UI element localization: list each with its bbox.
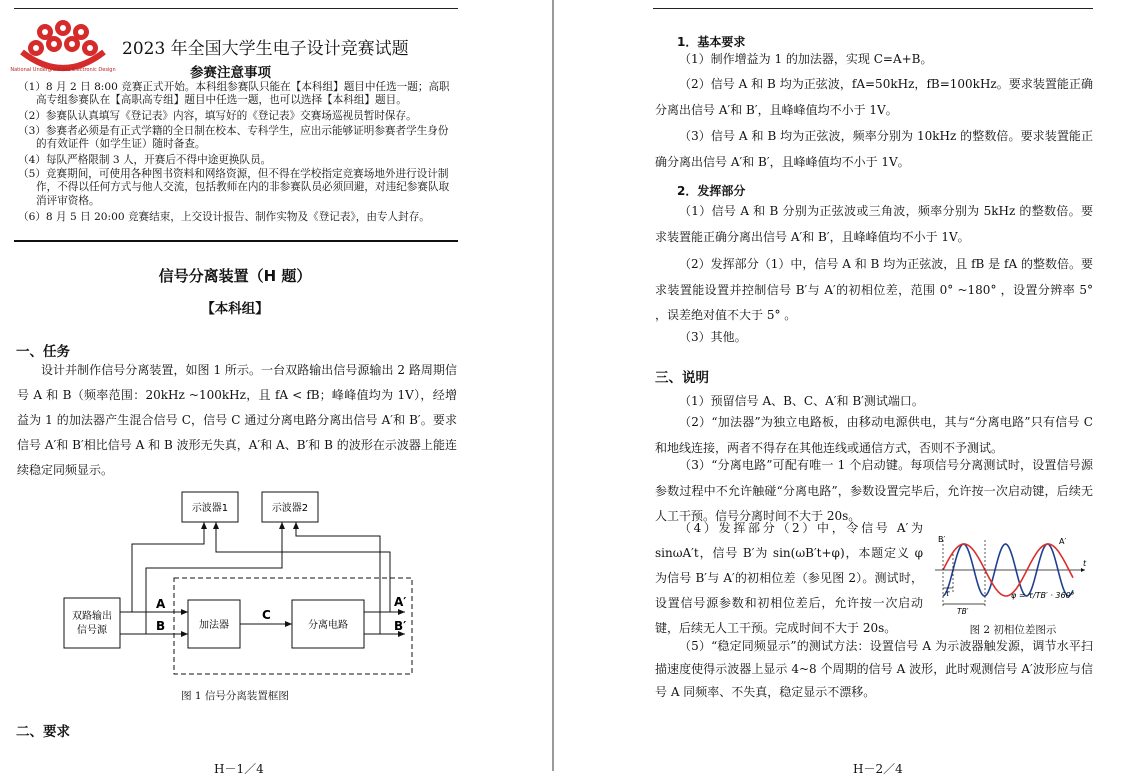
notice-item-6: （6）8 月 5 日 20:00 竞赛结束，上交设计报告、制作实物及《登记表》，由专人封存。 <box>18 211 430 223</box>
fig2-axis-t: t <box>1083 559 1087 568</box>
advanced-item-2: （2）发挥部分（1）中，信号 A 和 B 均为正弦波，且 fB 是 fA 的整数倍。要求装置能设置并控制信号 B′与 A′的初相位差，范围 0° ~180° ，设置分辨率 5° ，误差绝对值不大于 5° 。 <box>655 257 1093 322</box>
osc2-label: 示波器2 <box>271 503 309 514</box>
fig2-tau: τ <box>945 589 950 598</box>
right-top-rule <box>653 8 1093 9</box>
page-divider <box>552 0 554 771</box>
top-rule <box>14 8 458 9</box>
signal-a-out-label: A′ <box>394 595 407 609</box>
fig2-period: TB′ <box>957 607 969 616</box>
notice-item-3: （3）参赛者必须是有正式学籍的全日制在校本、专科学生，应出示能够证明参赛者学生身份的有效证件（如学生证）随时备查。 <box>18 125 449 151</box>
note-item-2: （2）“加法器”为独立电路板，由移动电源供电，其与“分离电路”只有信号 C 和地线连接，两者不得存在其他连线或通信方式，否则不予测试。 <box>655 415 1093 455</box>
note-item-4: （4）发挥部分（2）中，令信号 A′为 sinωA′t，信号 B′为 sin(ωB′t+φ)，本题定义 φ 为信号 B′与 A′的初相位差（参见图 2）。测试时，设置信号源参数和初相位差后，允许按一次启动键，后续无人工干预。完成时间不大于 20s。 <box>655 521 923 635</box>
notice-item-5: （5）竞赛期间，可使用各种图书资料和网络资源，但不得在学校指定竞赛场地外进行设计制作，不得以任何方式与他人交流，包括教师在内的非参赛队员必须回避，对违纪参赛队取消评审资格。 <box>18 168 450 207</box>
signal-b-out-label: B′ <box>394 619 407 633</box>
separator-label: 分离电路 <box>308 620 348 631</box>
advanced-heading: 2．发挥部分 <box>677 184 746 198</box>
notice-bottom-rule <box>14 240 458 242</box>
signal-b-label: B <box>156 619 166 633</box>
note-item-3: （3）“分离电路”可配有唯一 1 个启动键。每项信号分离测试时，设置信号源参数过程中不允许触碰“分离电路”，参数设置完毕后，允许按一次启动键，后续无人工干预。信号分离时间不大于 20s。 <box>655 458 1093 523</box>
advanced-item-3: （3）其他。 <box>679 330 747 344</box>
fig2-label-b: B′ <box>938 535 946 544</box>
fig2-label-a: A′ <box>1059 537 1067 546</box>
figure2-caption: 图 2 初相位差图示 <box>969 624 1057 636</box>
notice-item-2: （2）参赛队认真填写《登记表》内容，填写好的《登记表》交赛场巡视员暂时保存。 <box>18 110 417 122</box>
section-notes-heading: 三、说明 <box>655 370 709 386</box>
basic-req-item-3: （3）信号 A 和 B 均为正弦波，频率分别为 10kHz 的整数倍。要求装置能正确分离出信号 A′和 B′，且峰峰值均不小于 1V。 <box>655 129 1093 169</box>
signal-source-box <box>64 598 120 648</box>
source-label-line2: 信号源 <box>77 625 107 636</box>
basic-req-item-1: （1）制作增益为 1 的加法器，实现 C=A+B。 <box>679 52 933 66</box>
phase-diagram <box>933 530 1093 620</box>
contest-logo <box>10 18 116 74</box>
signal-c-label: C <box>262 608 271 622</box>
source-label-line1: 双路输出 <box>72 611 112 622</box>
osc1-label: 示波器1 <box>191 503 229 514</box>
basic-req-item-2: （2）信号 A 和 B 均为正弦波，fA=50kHz，fB=100kHz。要求装置能正确分离出信号 A′和 B′，且峰峰值均不小于 1V。 <box>655 77 1093 117</box>
block-diagram <box>60 488 420 688</box>
section-requirements-heading: 二、要求 <box>16 724 70 740</box>
right-page <box>555 0 1129 776</box>
figure1-caption: 图 1 信号分离装置框图 <box>181 690 289 702</box>
notice-heading: 参赛注意事项 <box>190 65 271 81</box>
adder-label: 加法器 <box>199 620 229 631</box>
svg-text:National Undergraduate Electro: National Undergraduate Electronic Design <box>10 67 116 73</box>
note-item-5: （5）“稳定同频显示”的测试方法：设置信号 A 为示波器触发源，调节水平扫描速度使得示波器上显示 4~8 个周期的信号 A 波形，此时观测信号 A′波形应与信号 A 同频率、不失真，稳定显示不漂移。 <box>655 639 1093 699</box>
task-paragraph: 设计并制作信号分离装置，如图 1 所示。一台双路输出信号源输出 2 路周期信号 A 和 B（频率范围：20kHz ~100kHz，且 fA < fB；峰峰值均为 1V），经增益为 1 的加法器产生混合信号 C，信号 C 通过分离电路分离出信号 A′和 B′。要求信号 A′和 B′相比信号 A 和 B 波形无失真，A′和 A、B′和 B 的波形在示波器上能连续稳定同频显示。 <box>17 363 457 477</box>
basic-req-heading: 1．基本要求 <box>677 35 746 49</box>
notice-item-4: （4）每队严格限制 3 人，开赛后不得中途更换队员。 <box>18 154 272 166</box>
group-label: 【本科组】 <box>201 301 269 317</box>
advanced-item-1: （1）信号 A 和 B 分别为正弦波或三角波，频率分别为 5kHz 的整数倍。要求装置能正确分离出信号 A′和 B′，且峰峰值均不小于 1V。 <box>655 204 1093 244</box>
fig2-formula: φ = τ/TB′ · 360° <box>1011 591 1075 600</box>
signal-a-label: A <box>156 597 166 611</box>
problem-title: 信号分离装置（H 题） <box>158 267 312 285</box>
left-page <box>0 0 470 776</box>
contest-title: 2023 年全国大学生电子设计竞赛试题 <box>122 39 409 59</box>
note-item-1: （1）预留信号 A、B、C、A′和 B′测试端口。 <box>679 394 924 408</box>
right-page-footer: H－2／4 <box>853 762 903 776</box>
page-gutter <box>470 0 555 771</box>
left-page-footer: H－1／4 <box>214 762 264 776</box>
section-task-heading: 一、任务 <box>16 344 70 360</box>
notice-item-1: （1）8 月 2 日 8:00 竞赛正式开始。本科组参赛队只能在【本科组】题目中任选一题；高职高专组参赛队在【高职高专组】题目中任选一题，也可以选择【本科组】题目。 <box>18 81 450 107</box>
